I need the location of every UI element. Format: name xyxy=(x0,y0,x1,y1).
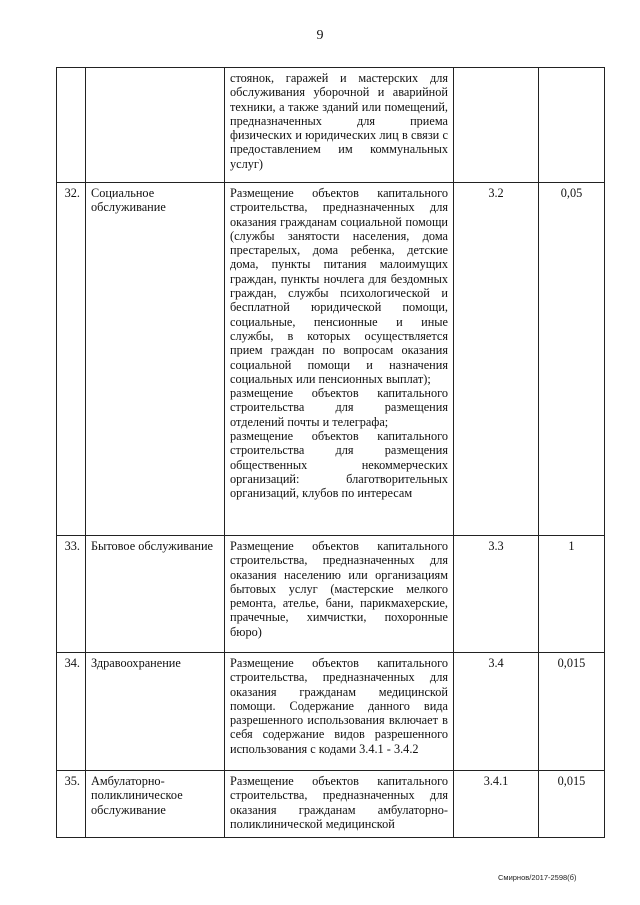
use-type-name: Бытовое обслуживание xyxy=(86,536,225,653)
table-row xyxy=(57,536,605,653)
table-row xyxy=(57,183,605,536)
coefficient-value: 0,015 xyxy=(539,771,605,838)
row-number xyxy=(57,68,86,183)
description-paragraph: Размещение объектов капитального строительства, предназначенных для оказания населению или организациям бытовых услуг (мастерские мелкого ремонта, ателье, бани, парикмахерские, прачечные, химчистки, похоронные бюро) xyxy=(230,539,448,639)
use-type-description xyxy=(225,68,454,183)
use-type-name: Здравоохранение xyxy=(86,653,225,771)
row-number: 34. xyxy=(57,653,86,771)
use-type-name: Амбулаторно-поликлиническое обслуживание xyxy=(86,771,225,838)
use-type-name: Социальное обслуживание xyxy=(86,183,225,536)
use-type-code: 3.4.1 xyxy=(454,771,539,838)
document-stamp: Смирнов/2017-2598(б) xyxy=(498,873,577,882)
description-paragraph: Размещение объектов капитального строительства, предназначенных для оказания гражданам амбулаторно-поликлинической медицинской xyxy=(230,774,448,831)
table-row xyxy=(57,771,605,838)
use-type-code xyxy=(454,68,539,183)
use-type-code: 3.2 xyxy=(454,183,539,536)
table-row xyxy=(57,653,605,771)
description-paragraph: стоянок, гаражей и мастерских для обслуживания уборочной и аварийной техники, а также зданий или помещений, предназначенных для приема физических и юридических лиц в связи с предоставлением им коммунальных услуг) xyxy=(230,71,448,171)
row-number: 35. xyxy=(57,771,86,838)
land-use-table xyxy=(56,67,605,838)
use-type-description xyxy=(225,771,454,838)
use-type-description xyxy=(225,536,454,653)
use-type-description xyxy=(225,653,454,771)
use-type-code: 3.3 xyxy=(454,536,539,653)
coefficient-value: 1 xyxy=(539,536,605,653)
use-type-description xyxy=(225,183,454,536)
use-type-code: 3.4 xyxy=(454,653,539,771)
description-paragraph: размещение объектов капитального строительства для размещения отделений почты и телеграфа; xyxy=(230,386,448,429)
table-row xyxy=(57,68,605,183)
coefficient-value: 0,05 xyxy=(539,183,605,536)
coefficient-value: 0,015 xyxy=(539,653,605,771)
description-paragraph: Размещение объектов капитального строительства, предназначенных для оказания гражданам социальной помощи (службы занятости населения, дома престарелых, дома ребенка, детские дома, пункты питания малоимущих граждан, пункты ночлега для бездомных граждан, службы психологической и бесплатной юридической помощи, социальные, пенсионные и иные службы, в которых осуществляется прием граждан по вопросам оказания социальной помощи и назначения социальных или пенсионных выплат); xyxy=(230,186,448,386)
description-paragraph: Размещение объектов капитального строительства, предназначенных для оказания гражданам медицинской помощи. Содержание данного вида разрешенного использования включает в себя содержание видов разрешенного использования с кодами 3.4.1 - 3.4.2 xyxy=(230,656,448,756)
coefficient-value xyxy=(539,68,605,183)
page-number: 9 xyxy=(316,28,324,43)
use-type-name xyxy=(86,68,225,183)
row-number: 33. xyxy=(57,536,86,653)
description-paragraph: размещение объектов капитального строительства для размещения общественных некоммерческих организаций: благотворительных организаций, клубов по интересам xyxy=(230,429,448,501)
row-number: 32. xyxy=(57,183,86,536)
